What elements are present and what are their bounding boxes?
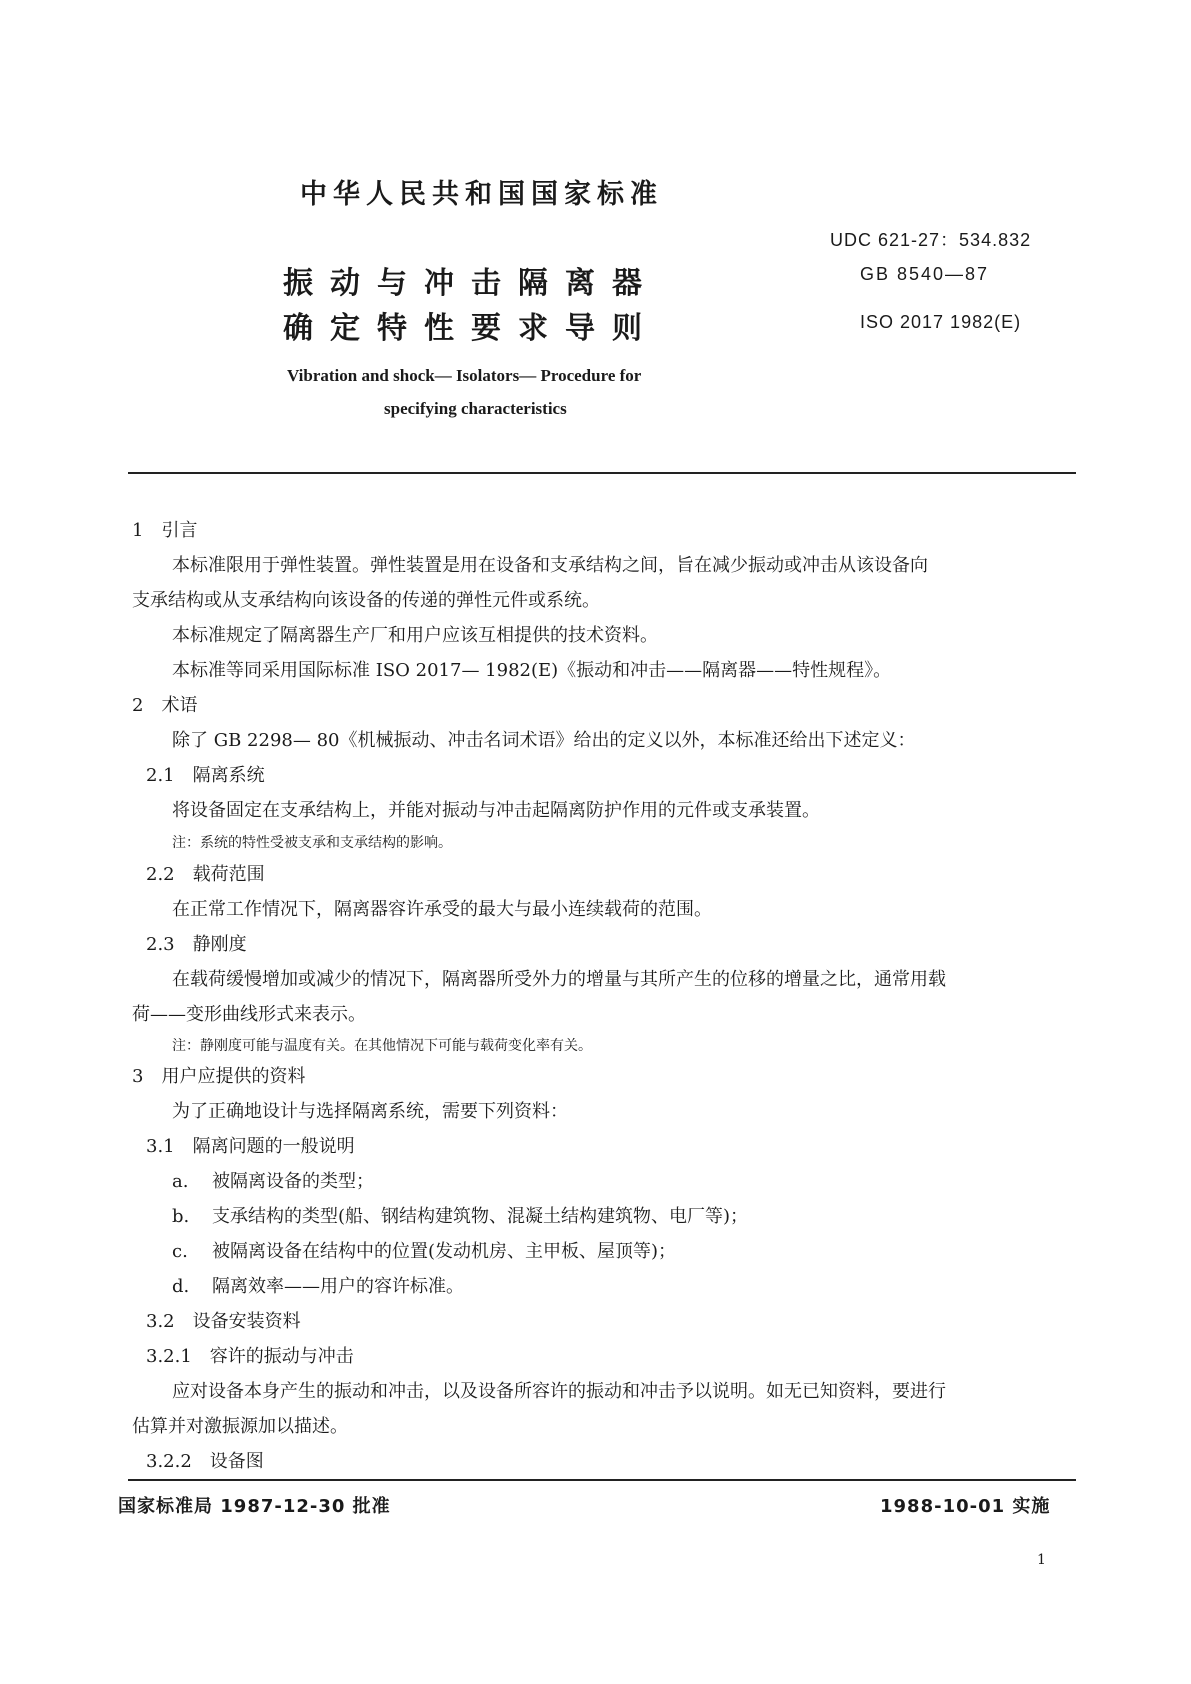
list-item-label: a. [172, 1171, 189, 1192]
paragraph-line: 除了 GB 2298— 80《机械振动、冲击名词术语》给出的定义以外，本标准还给出下述定义： [172, 730, 916, 751]
subsection-heading: 3.2.1 容许的振动与冲击 [146, 1346, 354, 1367]
approval-date: 国家标准局 1987-12-30 批准 [118, 1496, 391, 1517]
note-text: 注：系统的特性受被支承和支承结构的影响。 [172, 835, 452, 851]
paragraph-line: 应对设备本身产生的振动和冲击，以及设备所容许的振动和冲击予以说明。如无已知资料，要进行 [172, 1381, 946, 1402]
paragraph-line: 估算并对激振源加以描述。 [132, 1416, 348, 1437]
document-title-line2: 确定特性要求导则 [283, 311, 659, 346]
gb-standard-number: GB 8540—87 [860, 264, 990, 284]
list-item: 被隔离设备的类型； [212, 1171, 374, 1192]
iso-standard-number: ISO 2017 1982(E) [860, 312, 1022, 332]
page-number: 1 [1037, 1552, 1046, 1568]
subsection-heading: 3.2 设备安装资料 [146, 1311, 301, 1332]
paragraph-line: 本标准等同采用国际标准 ISO 2017— 1982(E)《振动和冲击——隔离器——特性规程》。 [172, 660, 892, 681]
issuing-standard-header: 中华人民共和国国家标准 [300, 179, 663, 210]
effective-date: 1988-10-01 实施 [880, 1496, 1051, 1517]
paragraph-line: 本标准规定了隔离器生产厂和用户应该互相提供的技术资料。 [172, 625, 658, 646]
paragraph-line: 将设备固定在支承结构上，并能对振动与冲击起隔离防护作用的元件或支承装置。 [172, 800, 820, 821]
header-divider [128, 472, 1076, 474]
paragraph-line: 荷——变形曲线形式来表示。 [132, 1004, 366, 1025]
list-item-label: c. [172, 1241, 188, 1262]
english-title-line2: specifying characteristics [384, 399, 567, 418]
section-heading: 1 引言 [132, 520, 198, 541]
list-item-label: b. [172, 1206, 190, 1227]
list-item: 隔离效率——用户的容许标准。 [212, 1276, 464, 1297]
section-heading: 2 术语 [132, 695, 198, 716]
note-text: 注：静刚度可能与温度有关。在其他情况下可能与载荷变化率有关。 [172, 1038, 592, 1054]
paragraph-line: 为了正确地设计与选择隔离系统，需要下列资料： [172, 1101, 568, 1122]
subsection-heading: 2.3 静刚度 [146, 934, 247, 955]
section-heading: 3 用户应提供的资料 [132, 1066, 306, 1087]
subsection-heading: 3.1 隔离问题的一般说明 [146, 1136, 355, 1157]
paragraph-line: 本标准限用于弹性装置。弹性装置是用在设备和支承结构之间，旨在减少振动或冲击从该设备向 [172, 555, 928, 576]
subsection-heading: 2.2 载荷范围 [146, 864, 265, 885]
subsection-heading: 2.1 隔离系统 [146, 765, 265, 786]
udc-code: UDC 621-27：534.832 [830, 230, 1032, 250]
paragraph-line: 在载荷缓慢增加或减少的情况下，隔离器所受外力的增量与其所产生的位移的增量之比，通常用载 [172, 969, 946, 990]
footer-divider [128, 1479, 1076, 1481]
paragraph-line: 支承结构或从支承结构向该设备的传递的弹性元件或系统。 [132, 590, 600, 611]
subsection-heading: 3.2.2 设备图 [146, 1451, 264, 1472]
paragraph-line: 在正常工作情况下，隔离器容许承受的最大与最小连续载荷的范围。 [172, 899, 712, 920]
list-item: 支承结构的类型(船、钢结构建筑物、混凝土结构建筑物、电厂等)； [212, 1206, 749, 1227]
document-title-line1: 振动与冲击隔离器 [283, 266, 659, 301]
list-item-label: d. [172, 1276, 190, 1297]
english-title-line1: Vibration and shock— Isolators— Procedure for [287, 366, 642, 385]
list-item: 被隔离设备在结构中的位置(发动机房、主甲板、屋顶等)； [212, 1241, 677, 1262]
